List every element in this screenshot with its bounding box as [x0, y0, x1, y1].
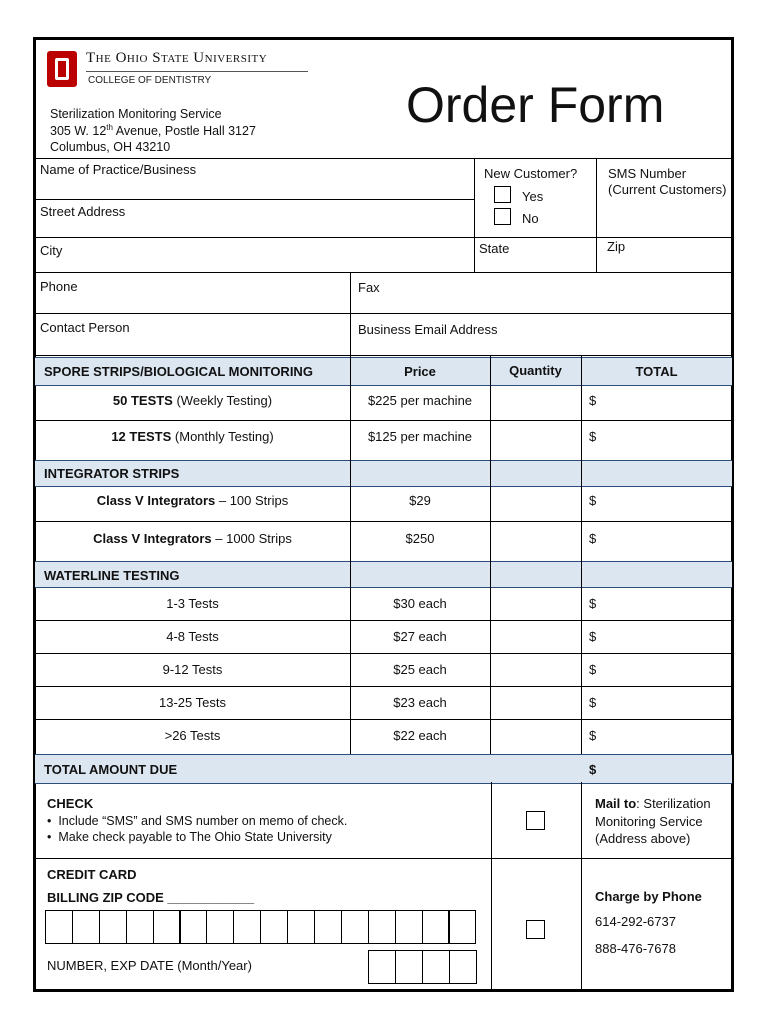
- digit-box[interactable]: [233, 910, 261, 944]
- waterline-row-2-price: $27 each: [393, 629, 447, 644]
- check-title: CHECK: [47, 796, 94, 811]
- phone-field[interactable]: Phone: [40, 279, 78, 294]
- grid-line: [35, 858, 732, 859]
- city-field[interactable]: City: [40, 243, 63, 258]
- grid-line: [581, 782, 582, 992]
- total-amount-due-value[interactable]: $: [589, 762, 597, 777]
- digit-box[interactable]: [449, 950, 477, 984]
- grid-line: [35, 521, 732, 522]
- spore-row-1-total[interactable]: $: [589, 393, 597, 408]
- waterline-row-5-total[interactable]: $: [589, 728, 597, 743]
- service-city: Columbus, OH 43210: [50, 140, 171, 154]
- address-sup: th: [106, 123, 113, 132]
- integrator-row-1-label: Class V Integrators – 100 Strips: [96, 493, 289, 508]
- practice-field[interactable]: Name of Practice/Business: [40, 162, 197, 177]
- digit-box[interactable]: [449, 910, 477, 944]
- digit-box[interactable]: [126, 910, 154, 944]
- digit-box[interactable]: [368, 910, 396, 944]
- grid-line: [35, 719, 732, 720]
- grid-line: [35, 313, 732, 314]
- waterline-row-3-total[interactable]: $: [589, 662, 597, 677]
- billing-zip-field[interactable]: BILLING ZIP CODE ____________: [47, 890, 255, 905]
- osu-logo-icon: [46, 50, 78, 88]
- street-field[interactable]: Street Address: [40, 204, 126, 219]
- digit-box[interactable]: [260, 910, 288, 944]
- email-field[interactable]: Business Email Address: [358, 322, 498, 337]
- waterline-row-2-label: 4-8 Tests: [166, 629, 219, 644]
- grid-line: [35, 199, 474, 200]
- integrator-row-2-price: $250: [405, 531, 435, 546]
- waterline-row-3-price: $25 each: [393, 662, 447, 677]
- grid-line: [35, 420, 732, 421]
- waterline-row-5-price: $22 each: [393, 728, 447, 743]
- quantity-column-header: Quantity: [509, 363, 562, 378]
- digit-box[interactable]: [153, 910, 181, 944]
- digit-box[interactable]: [72, 910, 100, 944]
- card-number-boxes[interactable]: [45, 910, 476, 944]
- grid-line: [350, 272, 351, 356]
- price-column-header: Price: [404, 364, 436, 379]
- sms-note: (Current Customers): [608, 182, 727, 197]
- grid-line: [596, 158, 597, 272]
- spore-row-2-label: 12 TESTS (Monthly Testing): [111, 429, 274, 444]
- digit-box[interactable]: [422, 910, 450, 944]
- digit-box[interactable]: [341, 910, 369, 944]
- total-amount-due-label: TOTAL AMOUNT DUE: [44, 762, 178, 777]
- address-suffix: Avenue, Postle Hall 3127: [112, 124, 256, 139]
- mail-to-line-3: (Address above): [595, 831, 691, 846]
- check-payment-checkbox[interactable]: [526, 811, 545, 830]
- grid-line: [35, 158, 732, 159]
- spore-row-2-price: $125 per machine: [367, 429, 473, 444]
- integrator-row-2-total[interactable]: $: [589, 531, 597, 546]
- grid-line: [581, 356, 582, 754]
- grid-line: [490, 356, 491, 754]
- check-bullet-2: • Make check payable to The Ohio State University: [47, 830, 332, 844]
- grid-line: [35, 272, 732, 273]
- waterline-row-2-total[interactable]: $: [589, 629, 597, 644]
- no-checkbox[interactable]: [494, 208, 511, 225]
- spore-row-1-price: $225 per machine: [367, 393, 473, 408]
- check-bullet-1: • Include “SMS” and SMS number on memo of check.: [47, 814, 348, 828]
- credit-card-checkbox[interactable]: [526, 920, 545, 939]
- digit-box[interactable]: [206, 910, 234, 944]
- mail-to-line-2: Monitoring Service: [595, 814, 703, 829]
- college-name: COLLEGE OF DENTISTRY: [88, 75, 212, 86]
- university-name: The Ohio State University: [86, 50, 268, 66]
- integrator-row-1-price: $29: [409, 493, 431, 508]
- charge-by-phone-title: Charge by Phone: [595, 889, 702, 904]
- digit-box[interactable]: [395, 950, 423, 984]
- grid-line: [35, 355, 732, 356]
- exp-date-boxes[interactable]: [368, 950, 476, 984]
- waterline-row-3-label: 9-12 Tests: [162, 662, 223, 677]
- service-address: [50, 123, 256, 138]
- integrator-row-1-total[interactable]: $: [589, 493, 597, 508]
- total-column-header: TOTAL: [635, 364, 678, 379]
- digit-box[interactable]: [180, 910, 208, 944]
- waterline-row-5-label: >26 Tests: [164, 728, 221, 743]
- mail-to-line-1: Mail to: Sterilization: [595, 796, 711, 811]
- grid-line: [474, 158, 475, 272]
- digit-box[interactable]: [99, 910, 127, 944]
- waterline-row-1-total[interactable]: $: [589, 596, 597, 611]
- grid-line: [491, 782, 492, 992]
- yes-checkbox[interactable]: [494, 186, 511, 203]
- service-name: Sterilization Monitoring Service: [50, 107, 222, 121]
- waterline-row-4-total[interactable]: $: [589, 695, 597, 710]
- digit-box[interactable]: [395, 910, 423, 944]
- phone-number-1: 614-292-6737: [595, 914, 676, 929]
- digit-box[interactable]: [287, 910, 315, 944]
- integrator-heading: INTEGRATOR STRIPS: [44, 466, 180, 481]
- waterline-row-4-price: $23 each: [393, 695, 447, 710]
- credit-card-title: CREDIT CARD: [47, 867, 137, 882]
- state-field[interactable]: State: [479, 241, 510, 256]
- grid-line: [35, 653, 732, 654]
- digit-box[interactable]: [422, 950, 450, 984]
- fax-field[interactable]: Fax: [358, 280, 380, 295]
- sms-number-field[interactable]: SMS Number: [608, 166, 687, 181]
- digit-box[interactable]: [45, 910, 73, 944]
- card-number-label: NUMBER, EXP DATE (Month/Year): [47, 958, 252, 973]
- digit-box[interactable]: [314, 910, 342, 944]
- phone-number-2: 888-476-7678: [595, 941, 676, 956]
- integrator-row-2-label: Class V Integrators – 1000 Strips: [93, 531, 292, 546]
- contact-field[interactable]: Contact Person: [40, 320, 130, 335]
- no-label: No: [522, 211, 539, 226]
- spore-heading: SPORE STRIPS/BIOLOGICAL MONITORING: [44, 364, 313, 379]
- waterline-row-1-price: $30 each: [393, 596, 447, 611]
- grid-line: [35, 686, 732, 687]
- logo-divider: [86, 71, 308, 72]
- yes-label: Yes: [522, 189, 544, 204]
- digit-box[interactable]: [368, 950, 396, 984]
- form-title: Order Form: [406, 77, 665, 133]
- waterline-heading: WATERLINE TESTING: [44, 568, 180, 583]
- zip-field[interactable]: Zip: [607, 239, 626, 254]
- grid-line: [35, 620, 732, 621]
- waterline-row-4-label: 13-25 Tests: [159, 695, 226, 710]
- new-customer-label: New Customer?: [484, 166, 578, 181]
- grid-line: [35, 237, 732, 238]
- spore-row-2-total[interactable]: $: [589, 429, 597, 444]
- address-prefix: 305 W. 12: [50, 124, 107, 139]
- waterline-row-1-label: 1-3 Tests: [166, 596, 219, 611]
- spore-row-1-label: 50 TESTS (Weekly Testing): [112, 393, 273, 408]
